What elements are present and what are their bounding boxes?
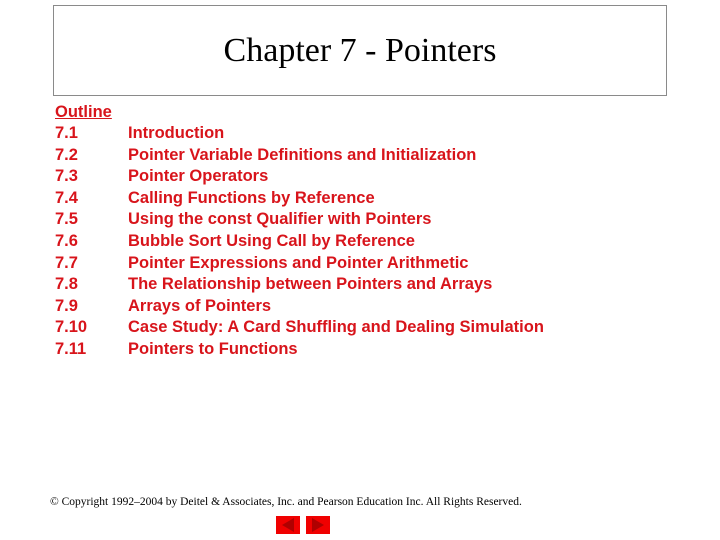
outline-item [55,253,544,275]
outline-item [55,274,544,296]
section-title: Pointer Variable Definitions and Initialization [128,145,477,164]
section-title: Introduction [128,124,225,142]
section-title: Pointer Expressions and Pointer Arithmetic [128,253,469,272]
outline [55,101,544,361]
title-box [53,5,667,96]
section-title: Pointer Operators [128,167,269,186]
section-number: 7.3 [55,167,78,186]
outline-item [55,339,544,361]
section-number: 7.9 [55,296,78,315]
copyright: © Copyright 1992–2004 by Deitel & Associates, Inc. and Pearson Education Inc. All Rights Reserved. [50,496,522,508]
outline-item [55,296,544,318]
section-title: Case Study: A Card Shuffling and Dealing Simulation [128,318,544,337]
section-title: Bubble Sort Using Call by Reference [128,231,415,250]
outline-item [55,209,544,231]
arrow-right-icon [312,518,324,532]
section-number: 7.8 [55,275,78,294]
outline-item [55,166,544,188]
section-title: Arrays of Pointers [128,296,272,315]
section-number: 7.4 [55,188,78,207]
outline-item [55,145,544,167]
section-number: 7.5 [55,210,78,229]
section-title: Pointers to Functions [128,339,298,358]
section-number: 7.10 [55,318,88,337]
section-number: 7.2 [55,145,78,164]
section-number: 7.11 [55,339,87,358]
section-number: 7.6 [55,231,78,250]
section-number: 7.1 [55,124,78,142]
outline-heading: Outline [55,103,112,121]
section-title: Using the const Qualifier with Pointers [128,210,432,229]
next-slide-button[interactable] [306,516,330,534]
section-number: 7.7 [55,253,78,272]
slide-title: Chapter 7 - Pointers [223,31,497,69]
outline-item [55,188,544,210]
section-title: Calling Functions by Reference [128,188,375,207]
outline-item [55,123,544,145]
outline-item [55,231,544,253]
section-title: The Relationship between Pointers and Arrays [128,275,493,294]
arrow-left-icon [282,518,294,532]
outline-item [55,317,544,339]
previous-slide-button[interactable] [276,516,300,534]
